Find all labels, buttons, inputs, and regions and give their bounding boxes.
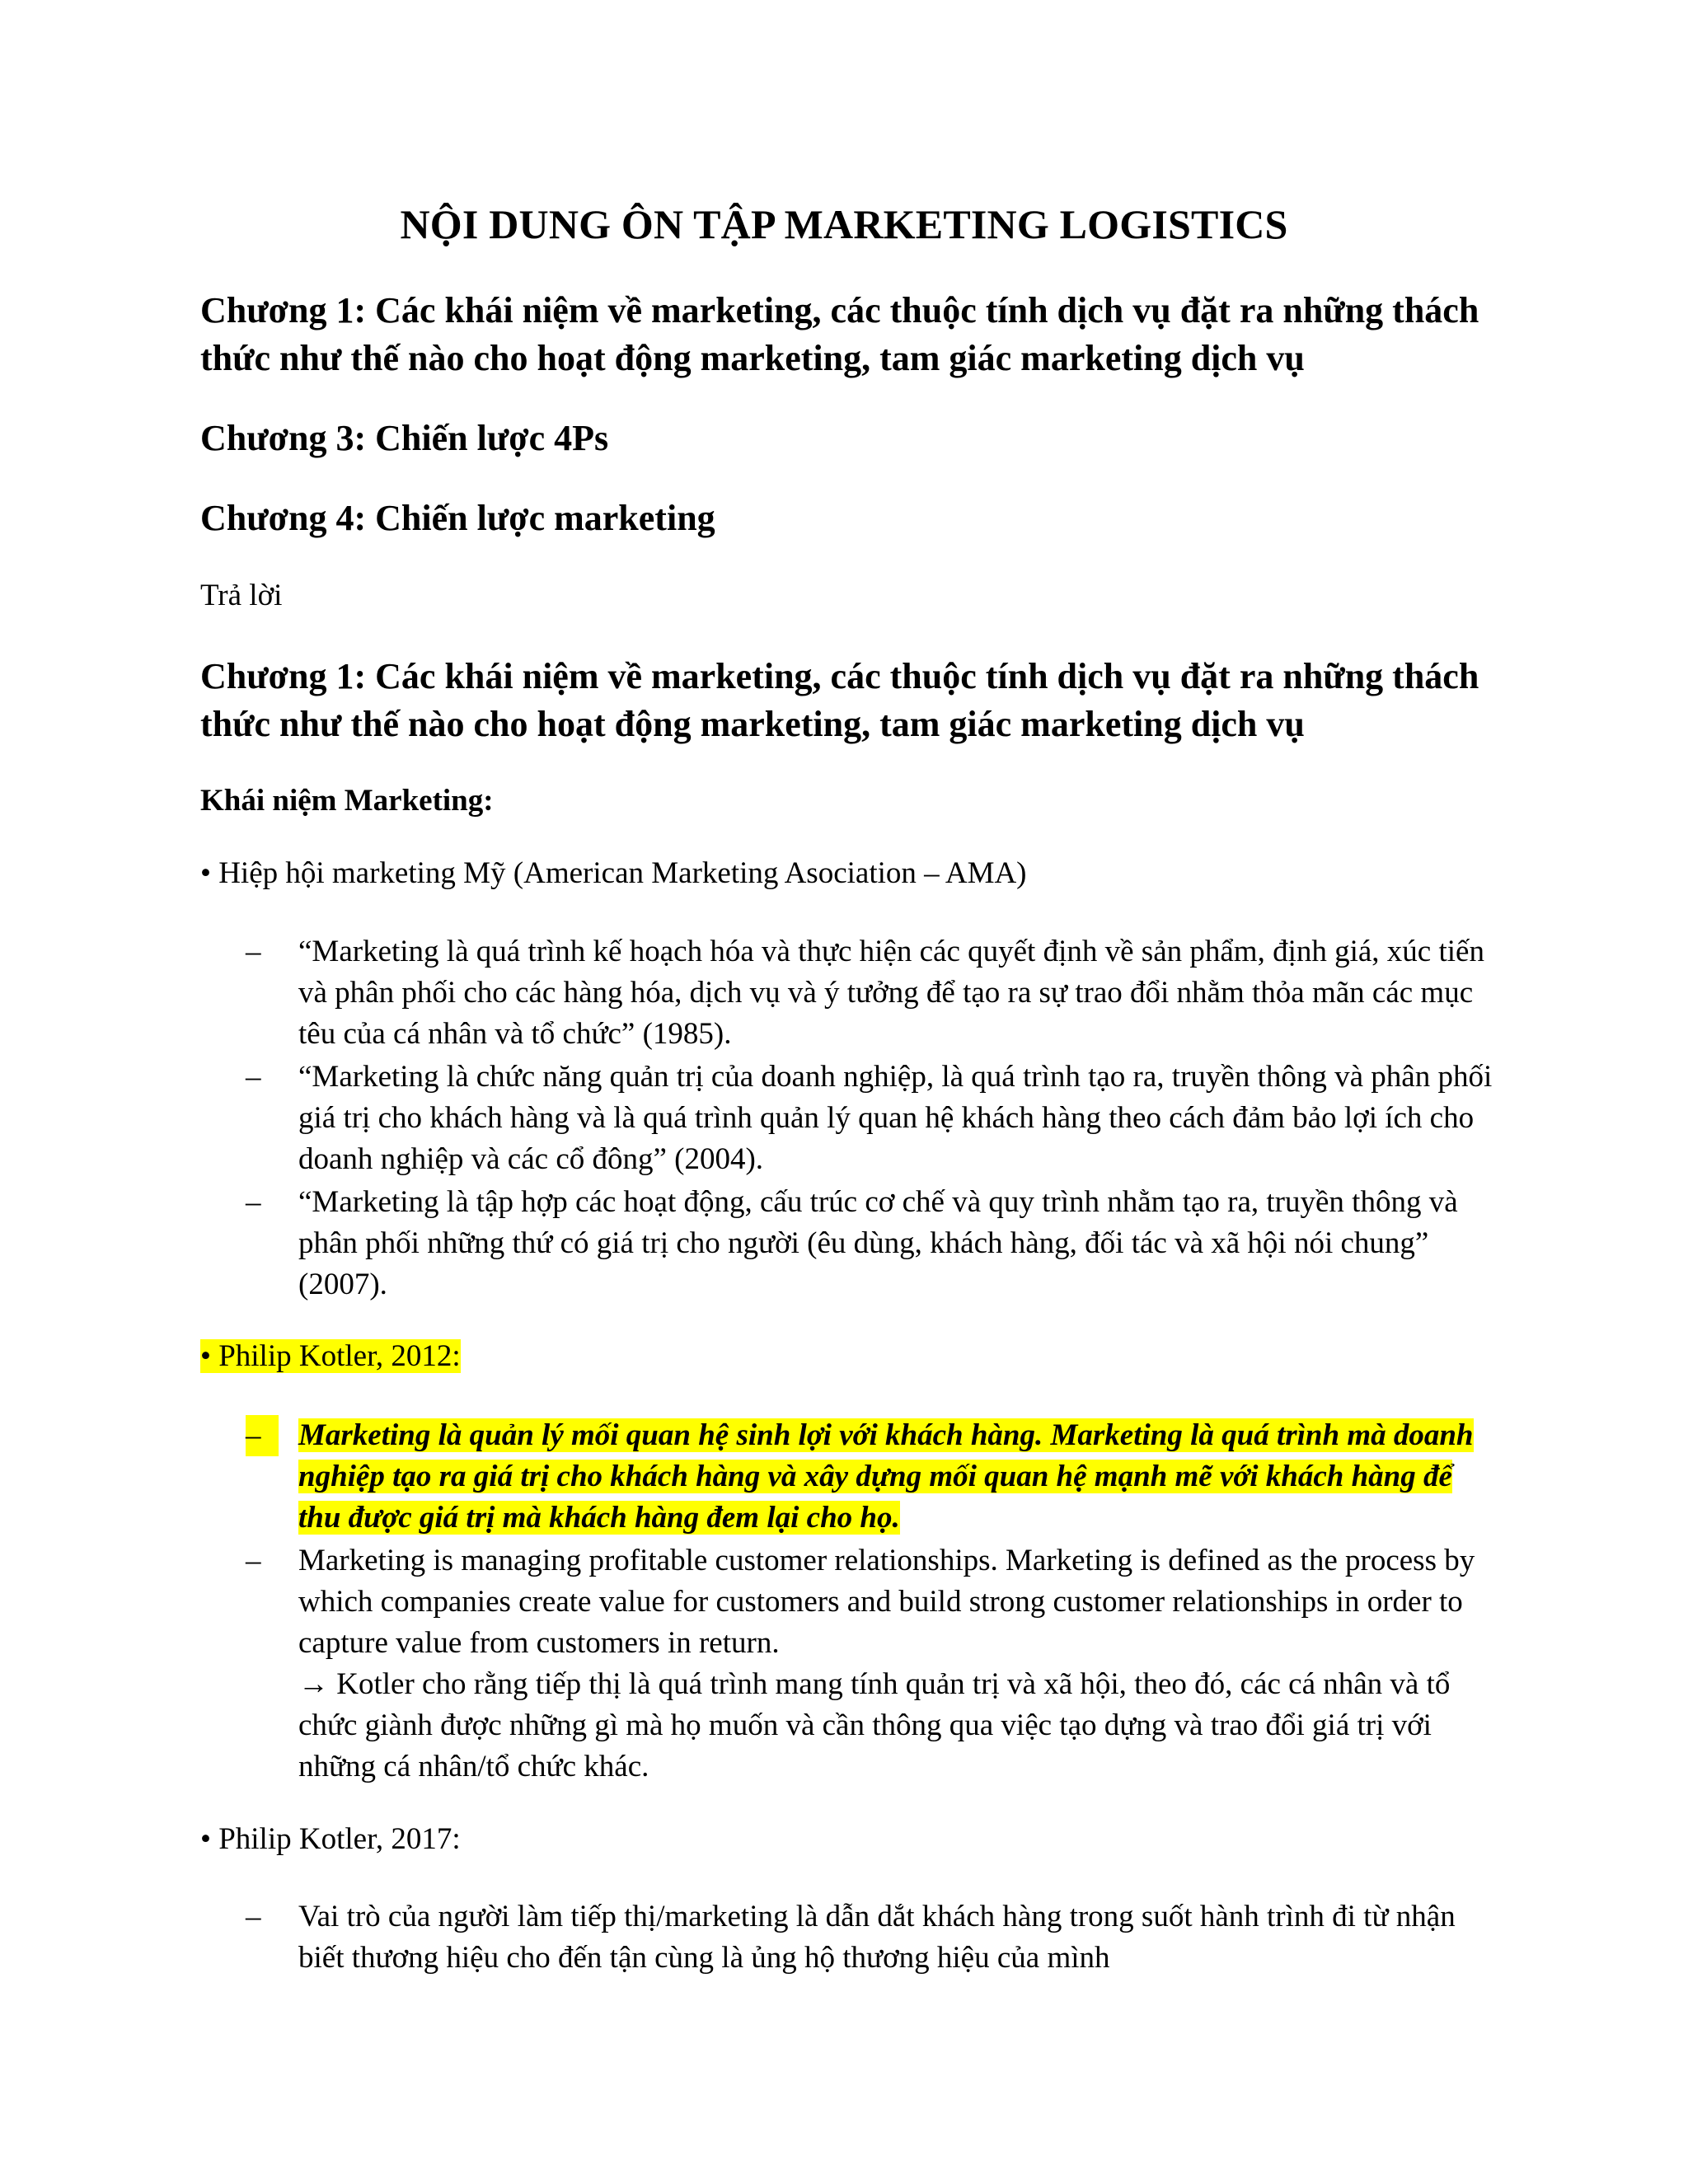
dash-bullet: – bbox=[246, 1185, 261, 1219]
dash-bullet: – bbox=[246, 1544, 261, 1577]
concept-heading: Khái niệm Marketing: bbox=[200, 784, 494, 818]
ama-definition-2004 bbox=[246, 1057, 1498, 1180]
ama-definition-text: “Marketing là chức năng quản trị của doanh nghiệp, là quá trình tạo ra, truyền thông và phân phối giá trị cho khách hàng và là quá trình quản lý quan hệ khách hàng theo cách đảm bảo lợi ích cho doanh nghiệp và các cổ đông” (2004). bbox=[298, 1060, 1493, 1176]
ama-definition-2007 bbox=[246, 1182, 1498, 1305]
dash-bullet: – bbox=[246, 935, 261, 968]
kotler-2012-label bbox=[200, 1336, 461, 1377]
ama-label: • Hiệp hội marketing Mỹ (American Marketing Asociation – AMA) bbox=[200, 856, 1027, 890]
document-title: NỘI DUNG ÔN TẬP MARKETING LOGISTICS bbox=[400, 201, 1288, 247]
highlighted-text: Marketing là quản lý mối quan hệ sinh lợi với khách hàng. Marketing là quá trình mà doanh nghiệp tạo ra giá trị cho khách hàng và xây dựng mối quan hệ mạnh mẽ với khách hàng để thu được giá trị mà khách hàng đem lại cho họ. bbox=[298, 1418, 1474, 1535]
dash-bullet: – bbox=[246, 1415, 279, 1456]
dash-bullet: – bbox=[246, 1900, 261, 1933]
kotler-2012-highlighted-definition bbox=[246, 1415, 1498, 1539]
ama-definition-text: “Marketing là quá trình kế hoạch hóa và thực hiện các quyết định về sản phẩm, định giá, xúc tiến và phân phối cho các hàng hóa, dịch vụ và ý tưởng để tạo ra sự trao đổi nhằm thỏa mãn các mục têu của cá nhân và tổ chức” (1985). bbox=[298, 935, 1484, 1051]
kotler-2017-label: • Philip Kotler, 2017: bbox=[200, 1822, 461, 1856]
kotler-2012-english-definition bbox=[246, 1540, 1498, 1788]
kotler-2017-definition-text: Vai trò của người làm tiếp thị/marketing là dẫn dắt khách hàng trong suốt hành trình đi từ nhận biết thương hiệu cho đến tận cùng là ủng hộ thương hiệu của mình bbox=[298, 1900, 1456, 1975]
answer-label: Trả lời bbox=[200, 579, 283, 612]
outline-chapter-3: Chương 3: Chiến lược 4Ps bbox=[200, 418, 609, 458]
kotler-2012-english-text: Marketing is managing profitable customer relationships. Marketing is defined as the process by which companies create value for customers and build strong customer relationships in order to capture value from customers in return. bbox=[298, 1544, 1475, 1660]
kotler-2012-definition-text bbox=[298, 1415, 1498, 1539]
ama-definition-1985 bbox=[246, 931, 1498, 1055]
outline-chapter-1: Chương 1: Các khái niệm về marketing, các thuộc tính dịch vụ đặt ra những thách thức như thế nào cho hoạt động marketing, tam giác marketing dịch vụ bbox=[200, 290, 1479, 378]
ama-definition-text: “Marketing là tập hợp các hoạt động, cấu trúc cơ chế và quy trình nhằm tạo ra, truyền thông và phân phối những thứ có giá trị cho người (êu dùng, khách hàng, đối tác và xã hội nói chung” (2007). bbox=[298, 1185, 1458, 1301]
outline-chapter-4: Chương 4: Chiến lược marketing bbox=[200, 498, 715, 538]
answer-chapter-1-heading: Chương 1: Các khái niệm về marketing, các thuộc tính dịch vụ đặt ra những thách thức như thế nào cho hoạt động marketing, tam giác marketing dịch vụ bbox=[200, 656, 1479, 744]
dash-bullet: – bbox=[246, 1060, 261, 1094]
kotler-2012-arrow-text: → Kotler cho rằng tiếp thị là quá trình mang tính quản trị và xã hội, theo đó, các cá nhân và tổ chức giành được những gì mà họ muốn và cần thông qua việc tạo dựng và trao đổi giá trị với những cá nhân/tổ chức khác. bbox=[298, 1667, 1451, 1783]
kotler-2012-label-highlight: • Philip Kotler, 2012: bbox=[200, 1339, 461, 1373]
kotler-2017-definition bbox=[246, 1896, 1498, 1979]
